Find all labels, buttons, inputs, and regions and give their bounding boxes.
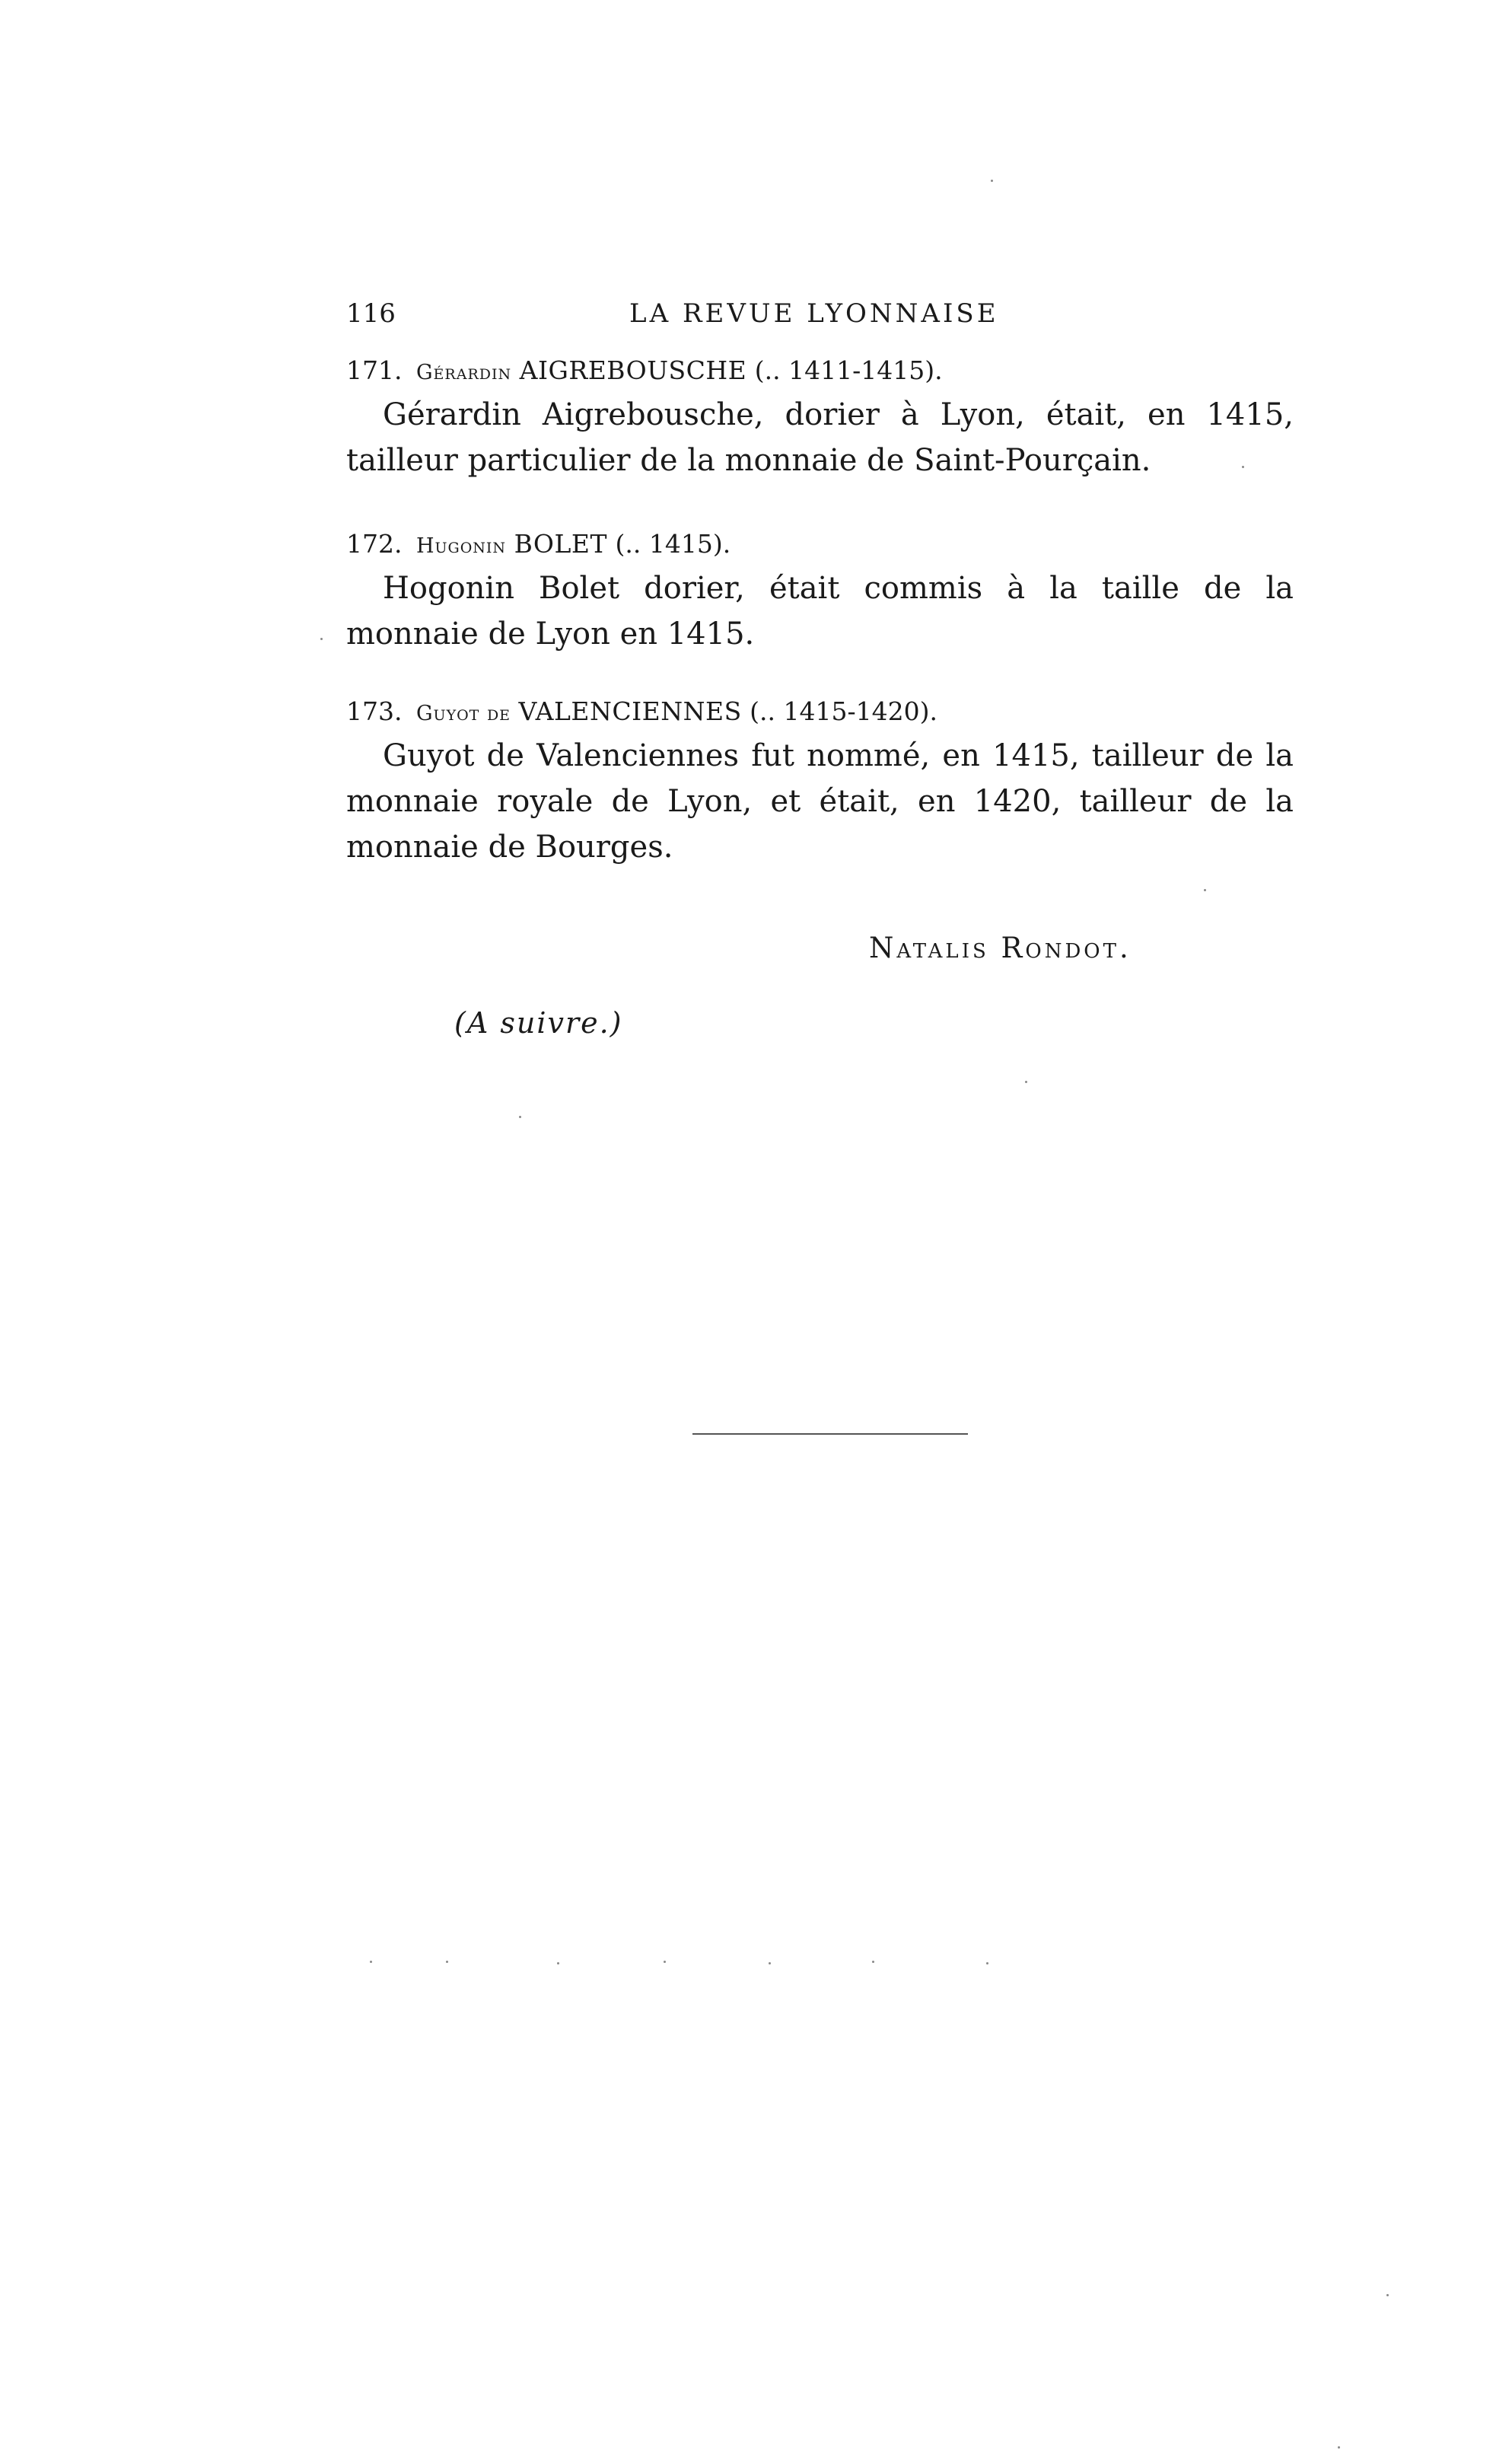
entry-text: Hogonin Bolet dorier, était commis à la taille de la monnaie de Lyon en 1415. xyxy=(346,571,1294,652)
end-rule xyxy=(692,1433,968,1435)
author-signature: Natalis Rondot. xyxy=(869,932,1132,964)
scan-speck xyxy=(1204,889,1206,891)
entry-number: 173. xyxy=(346,696,403,726)
entry-number: 172. xyxy=(346,529,403,559)
entry-heading xyxy=(346,352,1294,392)
journal-title: LA REVUE LYONNAISE xyxy=(629,298,999,329)
scan-speck xyxy=(1242,466,1244,468)
entry-name-smallcaps: Guyot de xyxy=(415,702,511,725)
entry-172 xyxy=(346,525,1294,657)
scan-speck xyxy=(986,1962,988,1964)
scan-speck xyxy=(1338,2446,1340,2449)
entry-dates: (.. 1415). xyxy=(615,529,731,559)
entry-name-caps: VALENCIENNES xyxy=(518,696,742,726)
scan-speck xyxy=(664,1961,666,1963)
running-head xyxy=(346,298,1290,336)
scan-speck xyxy=(1386,2294,1389,2296)
entry-text: Gérardin Aigrebousche, dorier à Lyon, était, en 1415, tailleur particulier de la monnaie de Saint-Pourçain. xyxy=(346,397,1294,478)
scan-speck xyxy=(991,180,993,182)
scan-speck xyxy=(370,1961,372,1963)
scan-speck xyxy=(769,1962,771,1964)
to-be-continued: (A suivre.) xyxy=(454,1006,623,1040)
entry-text: Guyot de Valenciennes fut nommé, en 1415, tailleur de la monnaie royale de Lyon, et était, en 1420, tailleur de la monnaie de Bourges. xyxy=(346,738,1294,865)
page-number: 116 xyxy=(346,298,396,329)
entry-name-smallcaps: Gérardin xyxy=(415,361,512,384)
entry-heading xyxy=(346,525,1294,566)
entry-name-smallcaps: Hugonin xyxy=(415,534,507,558)
scan-speck xyxy=(872,1961,874,1963)
scan-speck xyxy=(1025,1081,1027,1083)
entry-number: 171. xyxy=(346,355,403,385)
entry-171 xyxy=(346,352,1294,483)
scan-speck xyxy=(446,1961,448,1963)
entry-dates: (.. 1411-1415). xyxy=(754,355,943,385)
entry-name-caps: BOLET xyxy=(514,529,607,559)
entry-173 xyxy=(346,693,1294,870)
entry-name-caps: AIGREBOUSCHE xyxy=(519,355,747,385)
entry-heading xyxy=(346,693,1294,733)
entry-dates: (.. 1415-1420). xyxy=(750,696,937,726)
scan-speck xyxy=(320,638,323,640)
scan-speck xyxy=(557,1962,559,1964)
scan-speck xyxy=(519,1116,521,1118)
